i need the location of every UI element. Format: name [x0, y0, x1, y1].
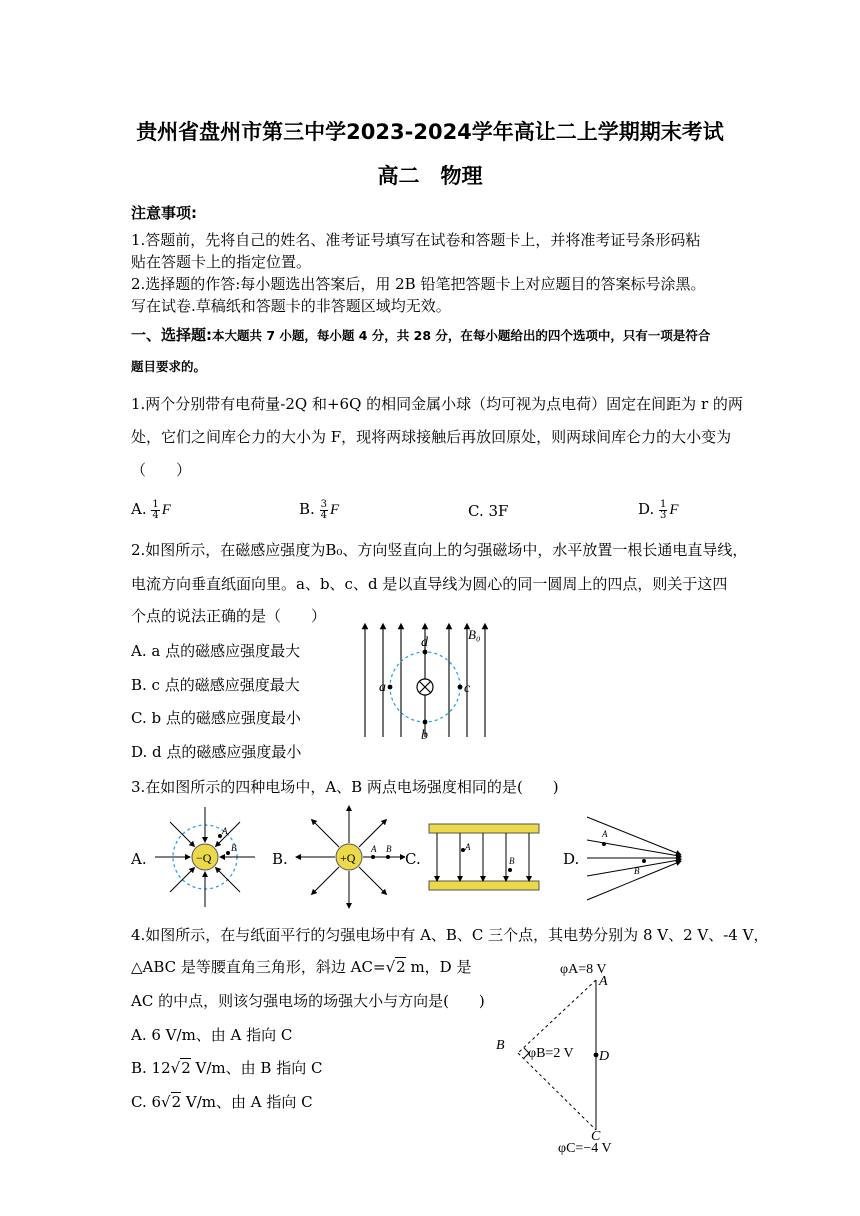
- phi-c-label: φC=−4 V: [558, 1141, 612, 1156]
- section1-desc-line1: 本大题共 7 小题，每小题 4 分，共 28 分，在每小题给出的四个选项中，只有一项是符合: [212, 328, 711, 343]
- point-a-label: a: [379, 680, 386, 695]
- svg-text:B: B: [386, 844, 392, 854]
- q1-option-c: C. 3F: [468, 502, 509, 520]
- q1-option-a: A. $\frac{1}{4}$ F: [131, 498, 171, 521]
- q4-triangle-figure: [490, 958, 650, 1158]
- q1-option-b-fraction: $\frac{3}{4}$: [320, 498, 327, 521]
- q3-figure-b: [293, 805, 405, 911]
- q4-radicand: 2: [396, 958, 406, 976]
- q3-option-d-label: D.: [563, 850, 580, 868]
- q1-line2: 处，它们之间库仑力的大小为 F，现将两球接触后再放回原处，则两球间库仑力的大小变为: [131, 428, 732, 446]
- exam-title: 贵州省盘州市第三中学2023-2024学年高让二上学期期末考试: [136, 120, 724, 144]
- q4-line1: 4.如图所示，在与纸面平行的匀强电场中有 A、B、C 三个点，其电势分别为 8 V、2 V、-4 V，: [131, 926, 769, 944]
- q2-magnetic-field-figure: [355, 622, 500, 742]
- svg-text:B: B: [634, 866, 640, 876]
- q2-line1: 2.如图所示，在磁感应强度为B₀、方向竖直向上的匀强磁场中，水平放置一根长通电直导线，: [131, 541, 748, 559]
- q1-option-a-fraction: $\frac{1}{4}$: [152, 498, 159, 521]
- svg-text:A: A: [602, 829, 608, 839]
- notice-heading: 注意事项:: [131, 204, 197, 222]
- q2-line2: 电流方向垂直纸面向里。a、b、c、d 是以直导线为圆心的同一圆周上的四点，则关于这四: [131, 575, 728, 593]
- svg-text:B: B: [509, 856, 515, 866]
- q3-line1: 3.在如图所示的四种电场中，A、B 两点电场强度相同的是( ): [131, 778, 559, 796]
- q3-option-a-label: A.: [131, 850, 147, 868]
- q1-line1: 1.两个分别带有电荷量-2Q 和+6Q 的相同金属小球（均可视为点电荷）固定在间距为 r 的两: [131, 395, 743, 413]
- q2-option-b: B. c 点的磁感应强度最大: [131, 676, 300, 694]
- q1-option-b: B. $\frac{3}{4}$ F: [299, 498, 340, 521]
- section1-label: 一、选择题:: [131, 326, 212, 344]
- q3-option-c-label: C.: [405, 850, 421, 868]
- q3-figure-c: [425, 822, 543, 892]
- q2-option-a: A. a 点的磁感应强度最大: [131, 642, 301, 660]
- negative-charge-label: −Q: [196, 851, 212, 865]
- wire-into-page-icon: [417, 679, 433, 695]
- svg-text:B: B: [231, 843, 237, 853]
- point-c-label: c: [464, 681, 471, 696]
- vertex-b-label: B: [496, 1038, 505, 1053]
- section1-desc-line2: 题目要求的。: [131, 359, 207, 374]
- point-b-label: b: [421, 728, 428, 742]
- q2-line3: 个点的说法正确的是（ ）: [131, 607, 327, 625]
- q2-option-c: C. b 点的磁感应强度最小: [131, 709, 301, 727]
- exam-subtitle: 高二 物理: [377, 164, 483, 188]
- q1-option-d-fraction: $\frac{1}{3}$: [660, 498, 667, 521]
- notice-item1-line2: 贴在答题卡上的指定位置。: [131, 253, 312, 271]
- q4-option-c: C. 6√2 V/m、由 A 指向 C: [131, 1093, 313, 1111]
- q4-line3: AC 的中点，则该匀强电场的场强大小与方向是( ): [131, 992, 485, 1010]
- phi-a-label: φA=8 V: [560, 962, 607, 977]
- point-d-label: d: [421, 635, 428, 650]
- q1-option-b-label: B.: [299, 500, 315, 518]
- q3-option-b-label: B.: [272, 850, 288, 868]
- q3-figure-d: [582, 812, 687, 907]
- q2-option-d: D. d 点的磁感应强度最小: [131, 743, 302, 761]
- b0-label: B₀: [468, 627, 481, 642]
- q4-option-a: A. 6 V/m、由 A 指向 C: [131, 1026, 293, 1044]
- phi-b-label: φB=2 V: [528, 1046, 574, 1061]
- q1-line3: （ ）: [131, 461, 192, 479]
- q1-option-d-label: D.: [638, 500, 655, 518]
- side-ab: [518, 980, 596, 1053]
- q1-option-a-label: A.: [131, 500, 147, 518]
- notice-item2-line1: 2.选择题的作答:每小题选出答案后，用 2B 铅笔把答题卡上对应题目的答案标号涂黑。: [131, 275, 706, 293]
- q4-option-b: B. 12√2 V/m、由 B 指向 C: [131, 1059, 323, 1077]
- point-d-label: D: [599, 1049, 610, 1064]
- q1-option-d: D. $\frac{1}{3}$ F: [638, 498, 679, 521]
- svg-text:A: A: [465, 842, 471, 852]
- q3-figure-a: [150, 805, 260, 911]
- svg-text:A: A: [222, 826, 228, 836]
- side-bc: [518, 1053, 596, 1130]
- notice-item2-line2: 写在试卷.草稿纸和答题卡的非答题区域均无效。: [131, 297, 451, 315]
- vertex-a-label: A: [599, 974, 608, 989]
- notice-item1-line1: 1.答题前，先将自己的姓名、准考证号填写在试卷和答题卡上，并将准考证号条形码粘: [131, 231, 701, 249]
- svg-text:A: A: [371, 844, 377, 854]
- q4-line2-text: △ABC 是等腰直角三角形，斜边 AC=: [131, 958, 386, 976]
- positive-charge-label: +Q: [340, 851, 356, 865]
- section1-header: [131, 324, 710, 347]
- q4-line2: △ABC 是等腰直角三角形，斜边 AC=√2 m，D 是: [131, 958, 472, 976]
- vertex-c-label: C: [591, 1129, 601, 1144]
